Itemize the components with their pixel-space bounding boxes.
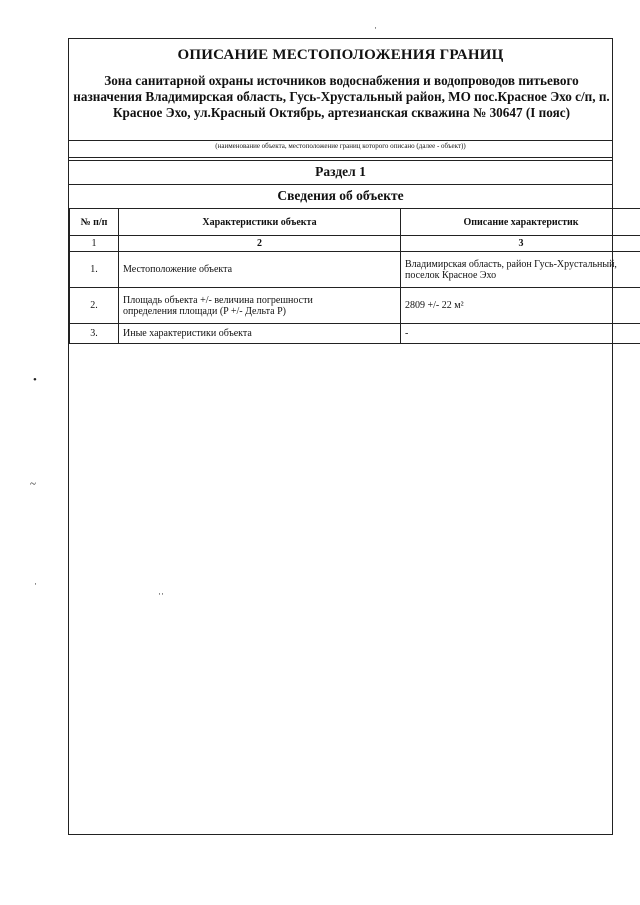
- object-caption: (наименование объекта, местоположение границ которого описано (далее - объект)): [215, 142, 466, 150]
- column-header-number: № п/п: [70, 209, 119, 236]
- row-description: -: [401, 324, 640, 344]
- row-characteristic: Площадь объекта +/- величина погрешности определения площади (P +/- Дельта P): [119, 288, 401, 324]
- row-number: 3.: [70, 324, 119, 344]
- column-number: 1: [70, 236, 119, 252]
- scan-speck-left-3: ·: [34, 579, 37, 589]
- row-number: 1.: [70, 252, 119, 288]
- row-characteristic: Местоположение объекта: [119, 252, 401, 288]
- row-description: Владимирская область, район Гусь-Хрустальный, поселок Красное Эхо: [401, 252, 640, 288]
- divider: [69, 184, 612, 185]
- row-description: 2809 +/- 22 м²: [401, 288, 640, 324]
- table-row: [70, 324, 640, 344]
- divider: [69, 160, 612, 161]
- column-number: 2: [119, 236, 401, 252]
- column-number-row: [70, 236, 640, 252]
- section-title: Раздел 1: [315, 164, 366, 179]
- scan-speck-mid: ··: [158, 589, 164, 599]
- document-title: ОПИСАНИЕ МЕСТОПОЛОЖЕНИЯ ГРАНИЦ: [177, 47, 504, 63]
- section-heading: Сведения об объекте: [277, 188, 404, 203]
- document-frame: [68, 38, 617, 835]
- object-info-table: [69, 208, 640, 344]
- scan-speck-left-1: •: [33, 374, 37, 386]
- table-row: [70, 288, 640, 324]
- table-header-row: [70, 209, 640, 236]
- divider: [69, 140, 612, 141]
- scan-speck-left-2: ~: [30, 478, 36, 490]
- object-description: Зона санитарной охраны источников водоснабжения и водопроводов питьевого назначения Владимирская область, Гусь-Хрустальный район, МО пос.Красное Эхо с/п, п. Красное Эхо, ул.Красный Октябрь, артезианская скважина № 30647 (I пояс): [73, 73, 610, 120]
- row-characteristic: Иные характеристики объекта: [119, 324, 401, 344]
- scan-speck-top: ·: [374, 23, 377, 33]
- column-number: 3: [401, 236, 640, 252]
- column-header-characteristic: Характеристики объекта: [119, 209, 401, 236]
- row-number: 2.: [70, 288, 119, 324]
- table-row: [70, 252, 640, 288]
- column-header-description: Описание характеристик: [401, 209, 640, 236]
- divider: [69, 157, 612, 158]
